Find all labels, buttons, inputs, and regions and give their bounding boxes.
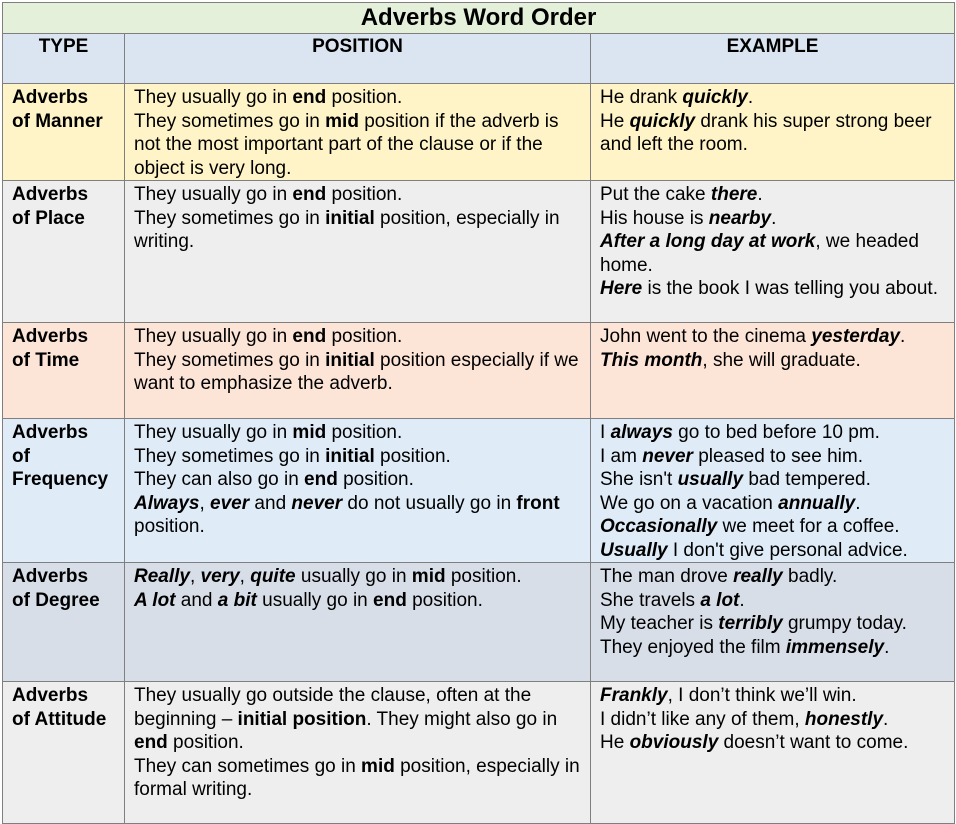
adverb-highlight: quickly	[629, 110, 696, 132]
adverb-highlight: Always	[134, 492, 200, 514]
bold-keyword: mid	[361, 755, 395, 777]
text-line	[600, 708, 947, 732]
row-adverbs-of-degree	[3, 563, 955, 682]
text-segment: position.	[326, 422, 403, 443]
text-line	[134, 86, 583, 110]
type-label-line: Adverbs	[12, 326, 89, 347]
adverb-highlight: A lot	[134, 589, 176, 611]
text-segment: is the book I was telling you about.	[642, 278, 938, 299]
text-segment: She isn't	[600, 469, 678, 490]
adverb-highlight: annually	[778, 492, 856, 514]
text-segment: She travels	[600, 589, 701, 611]
adverb-highlight: never	[642, 445, 693, 467]
bold-keyword: mid	[292, 422, 327, 443]
text-segment: .	[884, 636, 890, 658]
adverb-highlight: Here	[600, 278, 643, 299]
adverb-highlight: Usually	[600, 539, 668, 561]
text-segment: .	[883, 708, 889, 730]
text-line	[600, 515, 947, 539]
text-segment: They can also go in	[134, 469, 305, 490]
text-segment: They usually go in	[134, 422, 293, 443]
adverb-highlight: very	[200, 566, 240, 587]
text-segment: , she will graduate.	[702, 349, 861, 371]
text-line	[134, 755, 583, 802]
text-segment: position.	[406, 589, 483, 611]
adverb-highlight: terribly	[718, 613, 783, 634]
type-cell	[3, 563, 125, 682]
type-cell	[3, 682, 125, 824]
text-line	[600, 86, 947, 110]
text-line	[600, 421, 947, 445]
adverb-highlight: nearby	[708, 207, 772, 229]
type-label-line: of Attitude	[12, 708, 107, 730]
adverbs-table-container	[2, 2, 954, 808]
text-line	[134, 421, 583, 445]
text-segment: They sometimes go in	[134, 110, 326, 132]
type-label-line: Adverbs	[12, 566, 89, 587]
text-segment: He	[600, 732, 630, 753]
bold-keyword: end	[304, 469, 338, 490]
adverb-highlight: there	[710, 184, 758, 205]
text-segment: I am	[600, 445, 643, 467]
type-label-line: of Time	[12, 349, 80, 371]
adverb-highlight: a bit	[217, 589, 257, 611]
text-line	[600, 110, 947, 157]
text-line	[134, 110, 583, 181]
row-adverbs-of-frequency	[3, 419, 955, 563]
text-line	[134, 207, 583, 254]
text-segment: position.	[374, 445, 451, 467]
type-label-line: of Degree	[12, 589, 100, 611]
text-line	[600, 207, 947, 231]
text-line	[600, 468, 947, 492]
example-cell	[591, 323, 955, 419]
text-segment: .	[747, 87, 754, 108]
text-segment: position if the adverb is not the most important part of the clause or if the object is very long.	[134, 110, 559, 179]
text-segment: position.	[337, 469, 414, 490]
text-segment: do not usually go in	[342, 492, 517, 514]
text-line	[600, 612, 947, 636]
text-segment: position.	[326, 326, 403, 347]
text-line	[134, 684, 583, 755]
type-label-line: Adverbs	[12, 685, 89, 706]
text-line	[134, 349, 583, 396]
text-line	[134, 589, 583, 613]
text-segment: position, especially in formal writing.	[134, 755, 580, 800]
text-segment: usually go in	[256, 589, 374, 611]
position-cell	[125, 181, 591, 323]
row-adverbs-of-time	[3, 323, 955, 419]
bold-keyword: initial	[325, 207, 375, 229]
header-position: POSITION	[125, 34, 591, 84]
text-segment: we meet for a coffee.	[717, 516, 900, 537]
text-segment: . They might also go in	[366, 708, 558, 730]
text-segment: John went to the cinema	[600, 326, 812, 347]
adverb-highlight: yesterday	[811, 326, 900, 347]
type-cell	[3, 323, 125, 419]
bold-keyword: end	[292, 326, 327, 347]
text-segment: They usually go in	[134, 326, 293, 347]
text-segment: They usually go in	[134, 87, 293, 108]
text-segment: .	[855, 492, 861, 514]
bold-keyword: mid	[411, 566, 446, 587]
text-segment: They usually go in	[134, 184, 293, 205]
text-line	[134, 325, 583, 349]
bold-keyword: initial	[325, 445, 375, 467]
text-segment: ,	[189, 566, 201, 587]
text-segment: and	[175, 589, 218, 611]
row-adverbs-of-attitude	[3, 682, 955, 824]
text-segment: position.	[134, 516, 205, 537]
text-line	[600, 230, 947, 277]
position-cell	[125, 323, 591, 419]
text-segment: ,	[199, 492, 211, 514]
text-segment: Put the cake	[600, 184, 711, 205]
text-segment: usually go in	[295, 566, 412, 587]
text-line	[134, 492, 583, 539]
text-line	[600, 636, 947, 660]
text-segment: .	[899, 326, 906, 347]
type-label-line: of Manner	[12, 110, 103, 132]
title-row	[3, 3, 955, 34]
adverb-highlight: usually	[677, 469, 744, 490]
adverb-highlight: After a long day at work	[600, 231, 816, 252]
bold-keyword: front	[516, 492, 560, 514]
text-segment: .	[739, 589, 745, 611]
text-line	[134, 565, 583, 589]
adverb-highlight: a lot	[700, 589, 740, 611]
text-segment: position.	[326, 184, 403, 205]
text-line	[134, 183, 583, 207]
text-line	[134, 445, 583, 469]
position-cell	[125, 563, 591, 682]
adverb-highlight: Really	[134, 566, 190, 587]
text-line	[600, 492, 947, 516]
adverb-highlight: quickly	[682, 87, 748, 108]
type-cell	[3, 84, 125, 181]
adverb-highlight: ever	[210, 492, 250, 514]
text-segment: They sometimes go in	[134, 445, 326, 467]
row-adverbs-of-manner	[3, 84, 955, 181]
text-line	[600, 183, 947, 207]
text-segment: position.	[445, 566, 522, 587]
example-cell	[591, 419, 955, 563]
type-cell	[3, 181, 125, 323]
example-cell	[591, 682, 955, 824]
text-segment: I didn’t like any of them,	[600, 708, 805, 730]
bold-keyword: end	[134, 732, 168, 753]
text-segment: He drank	[600, 87, 683, 108]
bold-keyword: initial	[325, 349, 375, 371]
text-segment: pleased to see him.	[692, 445, 863, 467]
adverb-highlight: always	[610, 422, 673, 443]
text-line	[600, 325, 947, 349]
adverb-highlight: obviously	[629, 732, 719, 753]
type-label-line: Adverbs	[12, 422, 89, 443]
text-segment: We go on a vacation	[600, 492, 779, 514]
type-label-line: of Place	[12, 207, 85, 229]
adverb-highlight: Occasionally	[600, 516, 718, 537]
text-segment: .	[771, 207, 777, 229]
row-adverbs-of-place	[3, 181, 955, 323]
bold-keyword: end	[373, 589, 407, 611]
text-line	[600, 277, 947, 301]
text-segment: grumpy today.	[782, 613, 907, 634]
text-segment: My teacher is	[600, 613, 719, 634]
text-segment: go to bed before 10 pm.	[672, 422, 880, 443]
table-title: Adverbs Word Order	[3, 3, 955, 34]
text-segment: The man drove	[600, 566, 734, 587]
position-cell	[125, 419, 591, 563]
type-label-line: Adverbs	[12, 87, 89, 108]
header-type: TYPE	[3, 34, 125, 84]
example-cell	[591, 563, 955, 682]
text-segment: position especially if we want to emphasize the adverb.	[134, 349, 579, 394]
bold-keyword: initial position	[237, 708, 367, 730]
text-segment: They sometimes go in	[134, 207, 326, 229]
text-segment: They can sometimes go in	[134, 755, 362, 777]
adverb-highlight: quite	[250, 566, 296, 587]
text-segment: I don't give personal advice.	[667, 539, 908, 561]
adverb-highlight: immensely	[785, 636, 885, 658]
text-line	[600, 539, 947, 563]
header-row	[3, 34, 955, 84]
type-label-line: of	[12, 445, 30, 467]
text-segment: badly.	[782, 566, 838, 587]
text-segment: drank his super strong beer and left the room.	[600, 110, 932, 155]
text-segment: bad tempered.	[743, 469, 871, 490]
text-segment: ,	[239, 566, 251, 587]
text-line	[600, 565, 947, 589]
text-segment: They enjoyed the film	[600, 636, 786, 658]
text-line	[134, 468, 583, 492]
position-cell	[125, 84, 591, 181]
text-segment: His house is	[600, 207, 709, 229]
adverb-highlight: honestly	[804, 708, 884, 730]
text-segment: .	[757, 184, 763, 205]
text-segment: , we headed home.	[600, 231, 919, 276]
example-cell	[591, 84, 955, 181]
adverb-highlight: really	[733, 566, 783, 587]
bold-keyword: end	[292, 87, 327, 108]
text-segment: I	[600, 422, 611, 443]
text-line	[600, 445, 947, 469]
text-segment: doesn’t want to come.	[718, 732, 909, 753]
text-segment: They usually go outside the clause, often at the beginning –	[134, 685, 532, 730]
bold-keyword: end	[292, 184, 327, 205]
adverb-highlight: never	[291, 492, 343, 514]
position-cell	[125, 682, 591, 824]
adverb-highlight: This month	[600, 349, 703, 371]
type-cell	[3, 419, 125, 563]
header-example: EXAMPLE	[591, 34, 955, 84]
example-cell	[591, 181, 955, 323]
text-line	[600, 349, 947, 373]
type-label-line: Adverbs	[12, 184, 89, 205]
text-segment: position.	[167, 732, 244, 753]
text-line	[600, 684, 947, 708]
text-segment: They sometimes go in	[134, 349, 326, 371]
text-line	[600, 731, 947, 755]
text-segment: position, especially in writing.	[134, 207, 560, 252]
adverbs-word-order-table	[2, 2, 955, 824]
bold-keyword: mid	[325, 110, 359, 132]
text-segment: He	[600, 110, 630, 132]
text-segment: , I don’t think we’ll win.	[667, 685, 857, 706]
text-line	[600, 589, 947, 613]
text-segment: and	[249, 492, 292, 514]
text-segment: position.	[326, 87, 403, 108]
adverb-highlight: Frankly	[600, 685, 668, 706]
type-label-line: Frequency	[12, 469, 109, 490]
